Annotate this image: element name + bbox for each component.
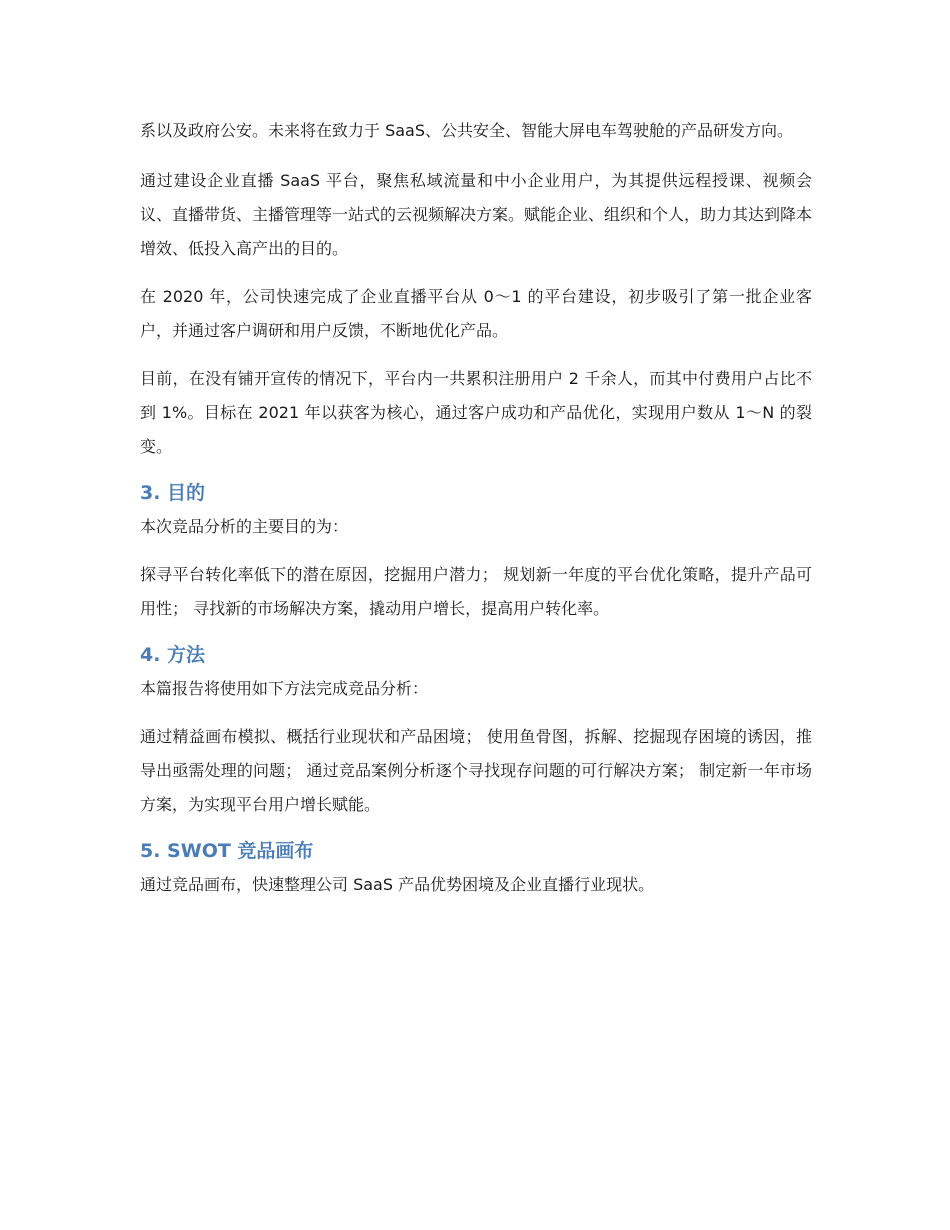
section-heading-swot: 5. SWOT 竞品画布 [140,840,314,862]
paragraph-platform: 通过建设企业直播 SaaS 平台，聚焦私域流量和中小企业用户，为其提供远程授课、视频会议、直播带货、主播管理等一站式的云视频解决方案。赋能企业、组织和个人，助力其达到降本增效、低投入高产出的目的。 [140,171,813,258]
section-intro-swot: 通过竞品画布，快速整理公司 SaaS 产品优势困境及企业直播行业现状。 [140,875,655,894]
section-body-method: 通过精益画布模拟、概括行业现状和产品困境； 使用鱼骨图，拆解、挖掘现存困境的诱因，推导出亟需处理的问题； 通过竞品案例分析逐个寻找现存问题的可行解决方案； 制定新一年市场方案，为实现平台用户增长赋能。 [140,727,812,814]
paragraph-2020: 在 2020 年，公司快速完成了企业直播平台从 0～1 的平台建设，初步吸引了第一批企业客户，并通过客户调研和用户反馈，不断地优化产品。 [140,287,812,340]
paragraph-current: 目前，在没有铺开宣传的情况下，平台内一共累积注册用户 2 千余人，而其中付费用户占比不到 1%。目标在 2021 年以获客为核心，通过客户成功和产品优化，实现用户数从 1～N 的裂变。 [140,369,812,456]
section-body-purpose: 探寻平台转化率低下的潜在原因，挖掘用户潜力； 规划新一年度的平台优化策略，提升产品可用性； 寻找新的市场解决方案，撬动用户增长，提高用户转化率。 [140,565,812,618]
section-intro-purpose: 本次竞品分析的主要目的为： [140,517,349,536]
paragraph-direction: 系以及政府公安。未来将在致力于 SaaS、公共安全、智能大屏电车驾驶舱的产品研发方向。 [140,121,794,140]
document-page [140,114,812,916]
section-heading-method: 4. 方法 [140,644,206,666]
section-heading-purpose: 3. 目的 [140,482,206,504]
section-intro-method: 本篇报告将使用如下方法完成竞品分析： [140,679,429,698]
